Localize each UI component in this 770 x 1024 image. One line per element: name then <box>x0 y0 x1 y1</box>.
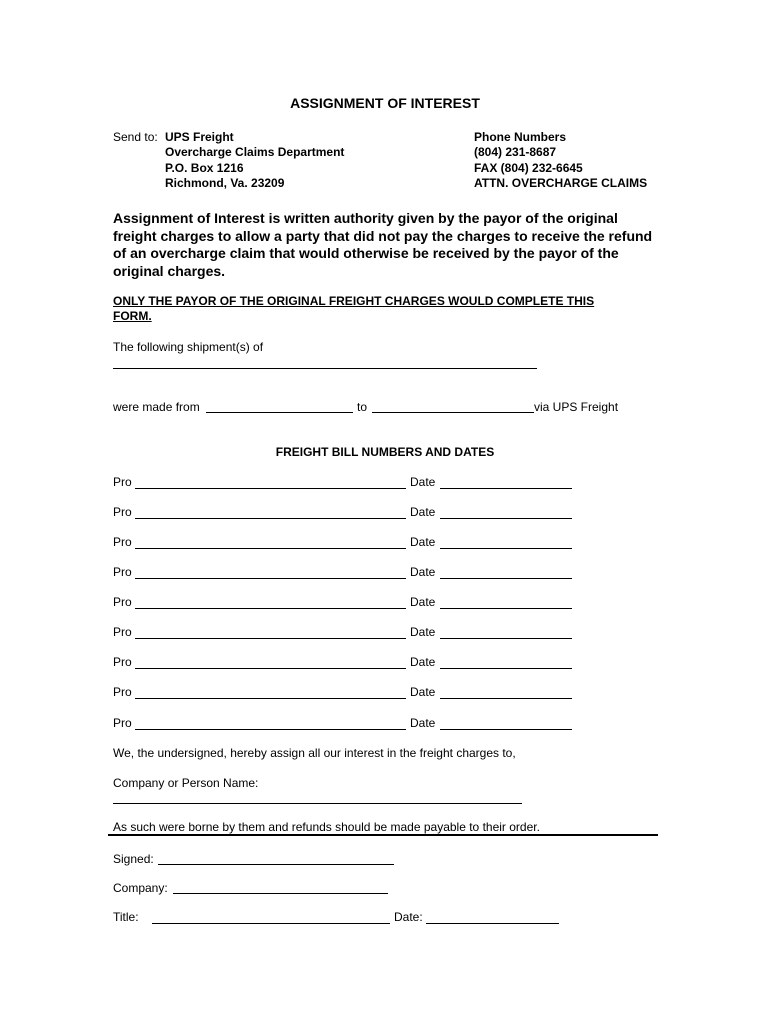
pro-field[interactable] <box>135 608 406 609</box>
date-label: Date <box>410 685 436 699</box>
date-label: Date <box>410 625 436 639</box>
phone-line-2: (804) 231-8687 <box>474 145 557 159</box>
shipments-label: The following shipment(s) of <box>113 340 264 354</box>
pro-label: Pro <box>113 505 132 519</box>
company-label: Company: <box>113 881 168 895</box>
phone-line-4: ATTN. OVERCHARGE CLAIMS <box>474 176 648 190</box>
company-person-label: Company or Person Name: <box>113 776 259 790</box>
date-label: Date <box>410 505 436 519</box>
page-title: ASSIGNMENT OF INTEREST <box>290 95 480 111</box>
send-to-label: Send to: <box>113 130 158 144</box>
date-label: Date <box>410 655 436 669</box>
date-field[interactable] <box>440 729 572 730</box>
date-field[interactable] <box>440 488 572 489</box>
pro-label: Pro <box>113 716 132 730</box>
destination-field[interactable] <box>372 412 534 413</box>
send-to-line-1: UPS Freight <box>165 130 234 144</box>
date-field[interactable] <box>440 698 572 699</box>
company-field[interactable] <box>173 893 388 894</box>
pro-field[interactable] <box>135 668 406 669</box>
pro-label: Pro <box>113 685 132 699</box>
made-to-label: to <box>357 400 368 414</box>
pro-field[interactable] <box>135 729 406 730</box>
send-to-line-4: Richmond, Va. 23209 <box>165 176 285 190</box>
bills-heading: FREIGHT BILL NUMBERS AND DATES <box>275 445 495 459</box>
borne-text: As such were borne by them and refunds should be made payable to their order. <box>113 820 540 834</box>
divider <box>108 834 658 836</box>
pro-label: Pro <box>113 625 132 639</box>
date-label: Date <box>410 595 436 609</box>
description-line-2: freight charges to allow a party that did not pay the charges to receive the refund <box>113 228 653 244</box>
date-field[interactable] <box>440 608 572 609</box>
shipments-field[interactable] <box>113 368 537 369</box>
phone-line-1: Phone Numbers <box>474 130 567 144</box>
send-to-line-2: Overcharge Claims Department <box>165 145 345 159</box>
date-field[interactable] <box>440 518 572 519</box>
notice-line-1: ONLY THE PAYOR OF THE ORIGINAL FREIGHT CHARGES WOULD COMPLETE THIS <box>113 294 595 308</box>
date-field[interactable] <box>440 548 572 549</box>
title-date-label: Date: <box>394 910 423 924</box>
title-field[interactable] <box>152 923 390 924</box>
pro-label: Pro <box>113 475 132 489</box>
notice-line-2: FORM. <box>113 309 152 323</box>
date-label: Date <box>410 716 436 730</box>
via-label: via UPS Freight <box>534 400 619 414</box>
signed-label: Signed: <box>113 852 154 866</box>
phone-line-3: FAX (804) 232-6645 <box>474 161 583 175</box>
pro-field[interactable] <box>135 518 406 519</box>
pro-field[interactable] <box>135 578 406 579</box>
title-label: Title: <box>113 910 139 924</box>
pro-label: Pro <box>113 595 132 609</box>
pro-field[interactable] <box>135 698 406 699</box>
date-field[interactable] <box>440 668 572 669</box>
description-line-4: original charges. <box>113 263 226 279</box>
pro-label: Pro <box>113 655 132 669</box>
signed-field[interactable] <box>158 864 394 865</box>
company-person-field[interactable] <box>113 803 522 804</box>
origin-field[interactable] <box>206 412 353 413</box>
send-to-line-3: P.O. Box 1216 <box>165 161 244 175</box>
description-line-3: of an overcharge claim that would otherwise be received by the payor of the <box>113 245 619 261</box>
title-date-field[interactable] <box>426 923 559 924</box>
pro-label: Pro <box>113 535 132 549</box>
pro-field[interactable] <box>135 638 406 639</box>
pro-field[interactable] <box>135 488 406 489</box>
date-field[interactable] <box>440 578 572 579</box>
date-label: Date <box>410 475 436 489</box>
pro-label: Pro <box>113 565 132 579</box>
date-label: Date <box>410 535 436 549</box>
date-label: Date <box>410 565 436 579</box>
pro-field[interactable] <box>135 548 406 549</box>
made-from-label: were made from <box>113 400 200 414</box>
description-line-1: Assignment of Interest is written authority given by the payor of the original <box>113 210 618 226</box>
assign-text: We, the undersigned, hereby assign all our interest in the freight charges to, <box>113 746 516 760</box>
date-field[interactable] <box>440 638 572 639</box>
